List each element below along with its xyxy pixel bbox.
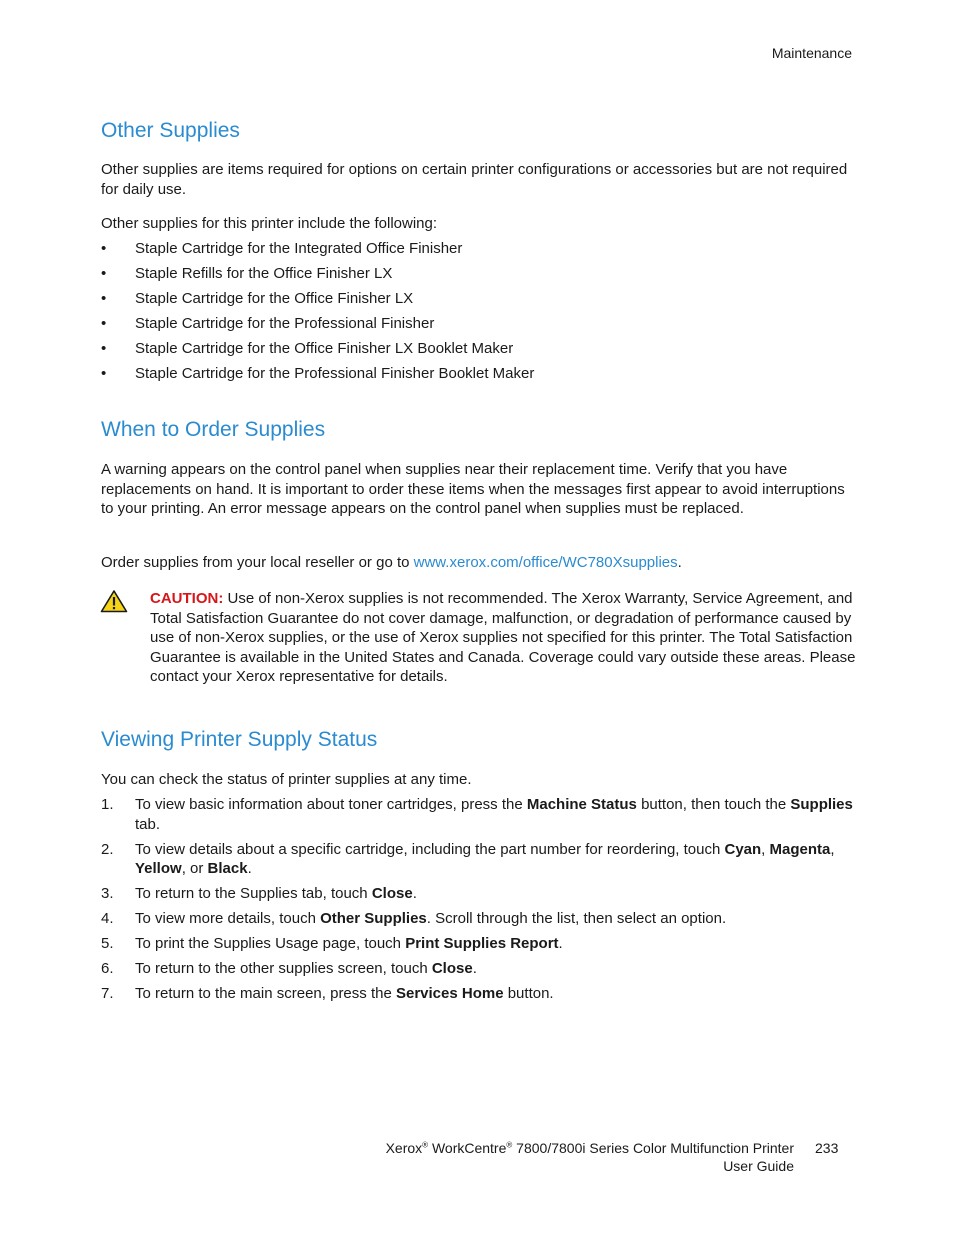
bullet-icon: •	[101, 290, 107, 307]
step-number: 2.	[101, 840, 114, 858]
other-supplies-lead: Other supplies for this printer include the following:	[101, 215, 438, 232]
section-title-viewing-status: Viewing Printer Supply Status	[101, 728, 378, 751]
list-item-text: Staple Cartridge for the Office Finisher LX Booklet Maker	[135, 340, 514, 357]
footer-brand: Xerox	[385, 1140, 423, 1156]
other-supplies-list	[101, 239, 534, 389]
step-text: To return to the main screen, press the	[135, 985, 396, 1003]
ui-term: Magenta	[769, 840, 831, 858]
step-item	[101, 934, 861, 954]
list-item	[101, 339, 534, 364]
step-text: To view details about a specific cartridge, including the part number for reordering, touch	[135, 840, 725, 858]
list-item-text: Staple Cartridge for the Integrated Office Finisher	[135, 240, 463, 257]
step-text: .	[472, 960, 477, 978]
list-item-text: Staple Cartridge for the Professional Finisher Booklet Maker	[135, 365, 535, 382]
footer-product-name: WorkCentre	[428, 1140, 507, 1156]
bullet-icon: •	[101, 340, 107, 357]
step-text: ,	[830, 840, 835, 858]
order-supplies-line	[101, 553, 861, 573]
list-item-text: Staple Cartridge for the Professional Finisher	[135, 315, 435, 332]
bullet-icon: •	[101, 315, 107, 332]
ui-term: Machine Status	[526, 796, 637, 813]
caution-label: CAUTION:	[150, 590, 224, 607]
step-text: .	[412, 885, 417, 903]
section-title-when-to-order: When to Order Supplies	[101, 418, 326, 441]
order-suffix: .	[677, 554, 682, 571]
ui-term: Close	[431, 960, 473, 978]
bullet-icon: •	[101, 265, 107, 282]
step-text: button, then touch the	[636, 796, 791, 813]
step-text: button.	[503, 985, 554, 1003]
step-text: . Scroll through the list, then select an option.	[426, 910, 727, 928]
step-text: tab.	[135, 815, 161, 833]
list-item	[101, 364, 534, 389]
step-number: 5.	[101, 935, 114, 953]
warning-triangle-icon	[100, 589, 128, 613]
page-footer	[386, 1140, 794, 1175]
ui-term: Supplies	[790, 796, 853, 813]
footer-reg-mark-2: ®	[506, 1140, 513, 1150]
step-text: To return to the other supplies screen, touch	[135, 960, 432, 978]
step-text: To print the Supplies Usage page, touch	[135, 935, 406, 953]
step-item	[101, 884, 861, 904]
supplies-link[interactable]: www.xerox.com/office/WC780Xsupplies	[413, 554, 678, 571]
step-number: 4.	[101, 910, 114, 928]
bullet-icon: •	[101, 365, 107, 382]
step-item	[101, 909, 861, 929]
list-item-text: Staple Cartridge for the Office Finisher LX	[135, 290, 414, 307]
step-item	[101, 984, 861, 1004]
list-item-text: Staple Refills for the Office Finisher LX	[135, 265, 393, 282]
viewing-status-intro: You can check the status of printer supplies at any time.	[101, 771, 472, 788]
step-item	[101, 795, 861, 834]
status-steps-list	[101, 795, 861, 1009]
step-text: To view more details, touch	[135, 910, 321, 928]
step-text: To return to the Supplies tab, touch	[135, 885, 372, 903]
step-number: 1.	[101, 796, 114, 813]
step-item	[101, 959, 861, 979]
footer-reg-mark: ®	[422, 1140, 429, 1150]
ui-term: Black	[207, 860, 248, 878]
step-text: .	[558, 935, 563, 953]
page-number: 233	[815, 1140, 839, 1156]
ui-term: Print Supplies Report	[405, 935, 559, 953]
step-text: To view basic information about toner cartridges, press the	[135, 796, 527, 813]
step-text: .	[247, 860, 252, 878]
list-item	[101, 289, 534, 314]
step-number: 7.	[101, 985, 114, 1003]
ui-term: Yellow	[135, 860, 182, 878]
other-supplies-intro: Other supplies are items required for options on certain printer configurations or accessories but are not required for daily use.	[101, 161, 848, 198]
caution-note	[150, 589, 876, 687]
step-text: ,	[761, 840, 770, 858]
step-number: 3.	[101, 885, 114, 903]
ui-term: Services Home	[395, 985, 504, 1003]
ui-term: Close	[371, 885, 413, 903]
footer-product-suffix: 7800/7800i Series Color Multifunction Printer	[512, 1140, 794, 1156]
ui-term: Cyan	[724, 840, 762, 858]
step-number: 6.	[101, 960, 114, 978]
footer-doc-type: User Guide	[723, 1157, 794, 1174]
footer-product-line	[386, 1140, 794, 1158]
order-prefix: Order supplies from your local reseller or go to	[101, 554, 414, 571]
ui-term: Other Supplies	[320, 910, 427, 928]
list-item	[101, 264, 534, 289]
list-item	[101, 239, 534, 264]
bullet-icon: •	[101, 240, 107, 257]
step-item	[101, 840, 861, 879]
section-title-other-supplies: Other Supplies	[101, 119, 240, 142]
running-head: Maintenance	[771, 45, 852, 61]
step-text: , or	[181, 860, 208, 878]
caution-text: Use of non-Xerox supplies is not recommended. The Xerox Warranty, Service Agreement, and Total Satisfaction Guarantee do not cover damage, malfunction, or degradation of performance caused by use of non-Xerox supplies, or the use of Xerox supplies not specified for this printer. The Total Satisfaction Guarantee is available in the United States and Canada. Coverage could vary outside these areas. Please contact your Xerox representative for details.	[150, 590, 856, 686]
list-item	[101, 314, 534, 339]
when-to-order-paragraph: A warning appears on the control panel when supplies near their replacement time. Verify that you have replacements on hand. It is important to order these items when the messages first appear to avoid interruptions to your printing. An error message appears on the control panel when supplies must be replaced.	[101, 461, 845, 518]
